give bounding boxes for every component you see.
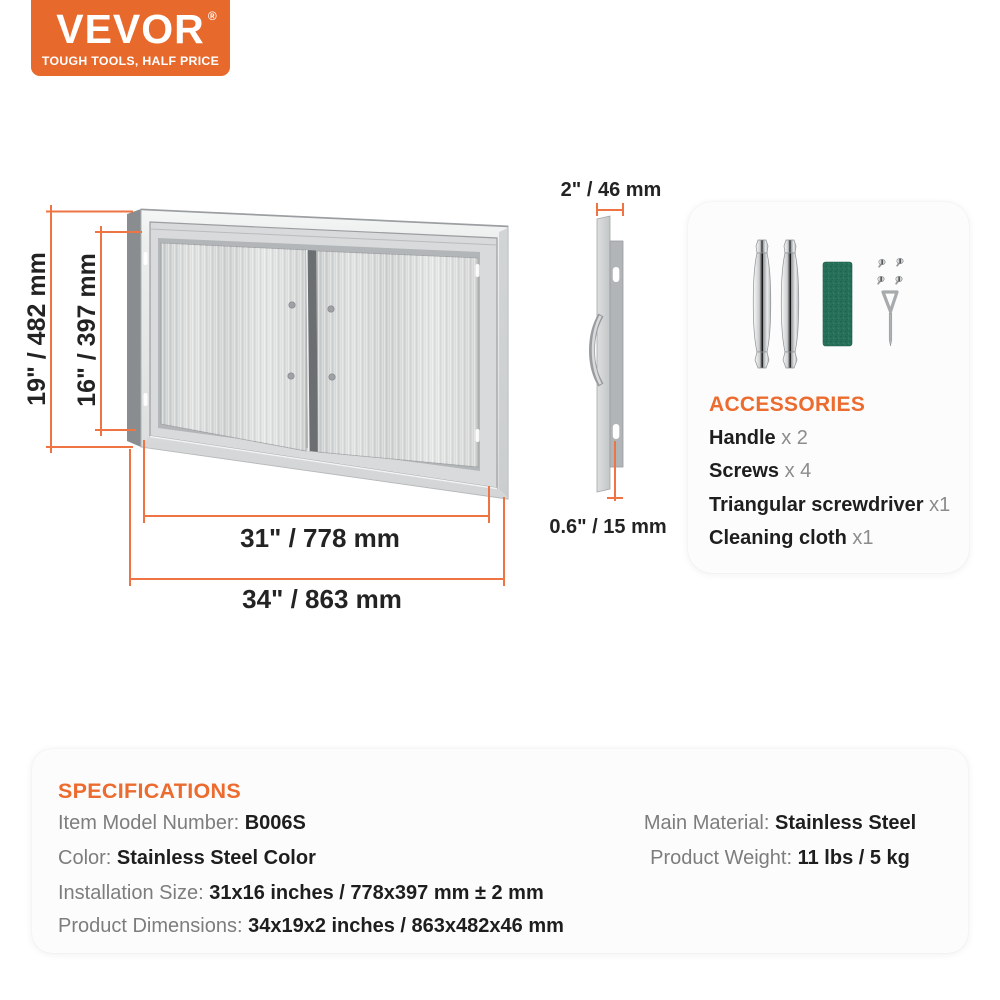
spec-label: Color: <box>58 847 117 869</box>
dim-label-height-outer: 19" / 482 mm <box>23 252 51 406</box>
dim-label-depth: 2" / 46 mm <box>560 179 662 201</box>
brand-tagline: TOUGH TOOLS, HALF PRICE <box>41 53 220 68</box>
spec-label: Main Material: <box>643 812 775 834</box>
spec-value: B006S <box>244 812 306 834</box>
dim-depth <box>597 203 623 216</box>
brand-name-text: VEVOR <box>56 5 205 52</box>
spec-row-color <box>58 848 316 868</box>
accessory-item <box>709 422 950 456</box>
spec-value: 11 lbs / 5 kg <box>797 847 910 869</box>
spec-row-weight <box>545 848 1000 868</box>
spec-value: Stainless Steel Color <box>116 847 316 869</box>
screws-icon <box>877 258 903 284</box>
accessory-name: Triangular screwdriver <box>709 493 924 516</box>
dim-label-thickness: 0.6" / 15 mm <box>549 516 667 538</box>
spec-label: Installation Size: <box>58 882 210 904</box>
triangular-screwdriver-icon <box>883 292 897 346</box>
accessory-name: Handle <box>709 426 776 449</box>
specifications-title: SPECIFICATIONS <box>58 779 241 803</box>
specifications-card <box>32 749 968 953</box>
accessories-title: ACCESSORIES <box>709 393 866 416</box>
registered-mark: ® <box>207 8 218 23</box>
accessories-list <box>709 388 950 556</box>
cleaning-cloth-icon <box>823 262 852 346</box>
dim-label-width-inner: 31" / 778 mm <box>240 523 400 553</box>
dim-label-height-inner: 16" / 397 mm <box>73 253 101 407</box>
door-front-view <box>127 209 508 499</box>
accessories-card <box>688 202 969 573</box>
spec-row-material <box>545 813 1000 833</box>
handle-icon <box>753 240 771 368</box>
accessory-count: x1 <box>923 493 951 516</box>
spec-label: Product Dimensions: <box>58 915 249 937</box>
door-side-view <box>592 216 623 492</box>
vevor-logo <box>31 0 230 76</box>
spec-label: Product Weight: <box>650 847 798 869</box>
handle-icon <box>781 240 799 368</box>
spec-row-model <box>58 813 306 833</box>
spec-value: 34x19x2 inches / 863x482x46 mm <box>248 915 564 937</box>
spec-label: Item Model Number: <box>58 812 245 834</box>
accessories-hardware <box>730 235 920 375</box>
accessory-item <box>709 522 950 556</box>
spec-value: 31x16 inches / 778x397 mm ± 2 mm <box>209 882 544 904</box>
dim-label-width-outer: 34" / 863 mm <box>242 584 402 614</box>
accessory-name: Cleaning cloth <box>709 527 847 550</box>
spec-row-product-dimensions <box>58 916 564 936</box>
accessory-count: x1 <box>846 527 874 550</box>
accessory-item <box>709 455 950 489</box>
technical-drawing <box>0 150 680 630</box>
spec-row-installation-size <box>58 883 544 903</box>
accessory-item <box>709 489 950 523</box>
spec-value: Stainless Steel <box>774 812 917 834</box>
accessory-count: x 2 <box>775 426 808 449</box>
brand-name <box>56 5 218 52</box>
accessory-count: x 4 <box>779 460 812 483</box>
accessory-name: Screws <box>709 460 780 483</box>
